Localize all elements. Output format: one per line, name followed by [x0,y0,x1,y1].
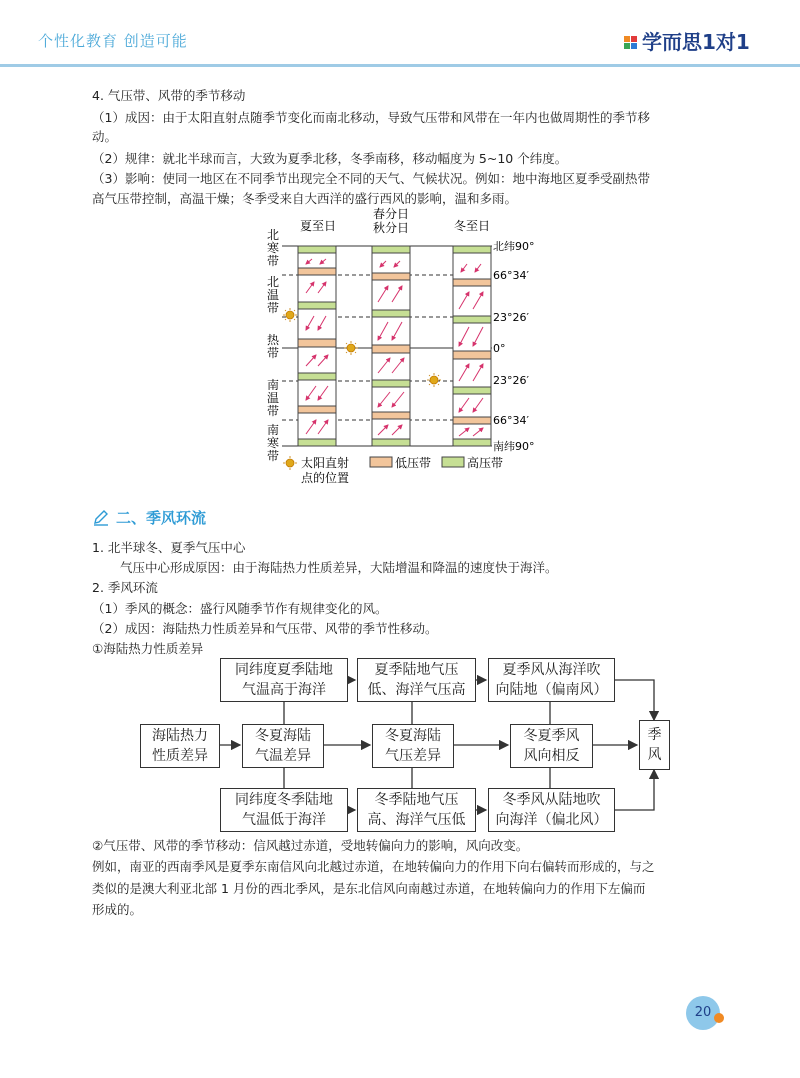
lat-label-s23: 23°26′ [493,374,529,387]
zone-label-char: 北 [266,275,280,289]
flow-box-temp-diff [242,724,324,768]
col-summer-label: 夏至日 [299,219,337,233]
tail-p4-line2: 类似的是澳大利亚北部 1 月份的西北季风，是东北信风向南越过赤道，在地转偏向力的作用下左偏而 [92,881,646,896]
flow-box-winter-wind [488,788,615,832]
flow-text: 冬夏季风 [523,728,580,744]
section2-p1-detail: 气压中心形成原因：由于海陆热力性质差异，大陆增温和降温的速度快于海洋。 [120,560,558,575]
flow-box-winter-press [357,788,476,832]
zone-label-char: 热 [266,333,280,347]
logo-text: 学而思1对1 [642,30,750,54]
flow-text: 同纬度冬季陆地 [235,792,333,808]
col-winter-label: 冬至日 [453,219,491,233]
lat-label-0: 0° [493,342,506,355]
lat-label-n90: 北纬90° [493,240,535,253]
header-slogan: 个性化教育 创造可能 [38,32,188,50]
zone-label-char: 温 [266,391,280,405]
section4-cause-line2: 动。 [92,129,118,144]
flow-text: 气温高于海洋 [242,682,326,698]
zone-label-char: 带 [266,346,280,360]
flow-text: 气温低于海洋 [242,812,326,828]
zone-label-char: 寒 [266,436,280,450]
flow-text: 气温差异 [255,748,311,764]
flow-box-press-diff [372,724,454,768]
tail-p3: ②气压带、风带的季节移动：信风越过赤道，受地转偏向力的影响，风向改变。 [92,838,529,853]
flow-text: 季 [647,727,662,743]
col-equinox-label-1: 春分日 [372,207,410,221]
section2-p2-1: （1）季风的概念：盛行风随季节作有规律变化的风。 [92,601,388,616]
zone-label-char: 带 [266,404,280,418]
section2-p2-2a: ①海陆热力性质差异 [92,641,204,656]
flow-text: 冬季陆地气压 [374,792,459,808]
flow-text: 海陆热力 [152,728,208,744]
legend-sun-label-1: 太阳直射 [301,456,350,470]
legend-high-label: 高压带 [467,456,504,470]
flow-text: 风 [647,747,662,763]
section2-p2: 2. 季风环流 [92,580,158,595]
flow-text: 冬季风从陆地吹 [502,792,601,808]
lat-label-s66: 66°34′ [493,414,529,427]
zone-label-char: 带 [266,449,280,463]
flow-text: 冬夏海陆 [385,728,441,744]
zone-label-char: 带 [266,254,280,268]
section4-rule: （2）规律：就北半球而言，大致为夏季北移，冬季南移，移动幅度为 5~10 个纬度。 [92,151,568,166]
flow-text: 夏季风从海洋吹 [502,662,601,678]
lat-label-s90: 南纬90° [493,440,535,453]
lat-label-n66: 66°34′ [493,269,529,282]
lat-label-n23: 23°26′ [493,311,529,324]
flow-box-summer-press [357,658,476,702]
flow-text: 同纬度夏季陆地 [235,662,333,678]
flow-text: 气压差异 [385,748,441,764]
tail-p4-line3: 形成的。 [92,902,143,917]
flow-box-winter-temp [220,788,348,832]
flow-text: 向陆地（偏南风） [495,682,608,698]
page-number-accent-dot [714,1013,724,1023]
legend-low-label: 低压带 [395,456,432,470]
zone-label-char: 温 [266,288,280,302]
flow-box-summer-wind [488,658,615,702]
section2-title: 二、季风环流 [116,509,207,527]
section2-p2-2: （2）成因：海陆热力性质差异和气压带、风带的季节性移动。 [92,621,438,636]
tail-p4-line1: 例如，南亚的西南季风是夏季东南信风向北越过赤道，在地转偏向力的作用下向右偏转而形成的，与之 [92,859,655,874]
section4-cause-line1: （1）成因：由于太阳直射点随季节变化而南北移动，导致气压带和风带在一年内也做周期性的季节移 [92,110,650,125]
flow-box-summer-temp [220,658,348,702]
zone-label-char: 带 [266,301,280,315]
flow-text: 低、海洋气压高 [367,682,466,698]
zone-label-char: 南 [266,423,280,437]
flow-text: 性质差异 [152,748,208,764]
section4-effect-line2: 高气压带控制，高温干燥；冬季受来自大西洋的盛行西风的影响，温和多雨。 [92,191,518,206]
flow-box-monsoon [639,720,670,770]
flow-text: 夏季陆地气压 [374,662,459,678]
flow-text: 冬夏海陆 [255,728,311,744]
legend-sun-label-2: 点的位置 [301,471,350,485]
zone-label-char: 寒 [266,241,280,255]
flow-text: 风向相反 [523,748,580,764]
flow-box-wind-diff [510,724,593,768]
flow-text: 高、海洋气压低 [367,812,466,828]
section4-effect-line1: （3）影响：使同一地区在不同季节出现完全不同的天气、气候状况。例如：地中海地区夏季受副热带 [92,171,650,186]
flow-box-source [140,724,220,768]
page-number: 20 [686,996,720,1030]
col-equinox-label-2: 秋分日 [372,221,410,235]
section2-p1: 1. 北半球冬、夏季气压中心 [92,540,246,555]
zone-label-char: 北 [266,228,280,242]
flow-text: 向海洋（偏北风） [495,812,608,828]
zone-label-char: 南 [266,378,280,392]
section4-heading: 4. 气压带、风带的季节移动 [92,88,246,103]
